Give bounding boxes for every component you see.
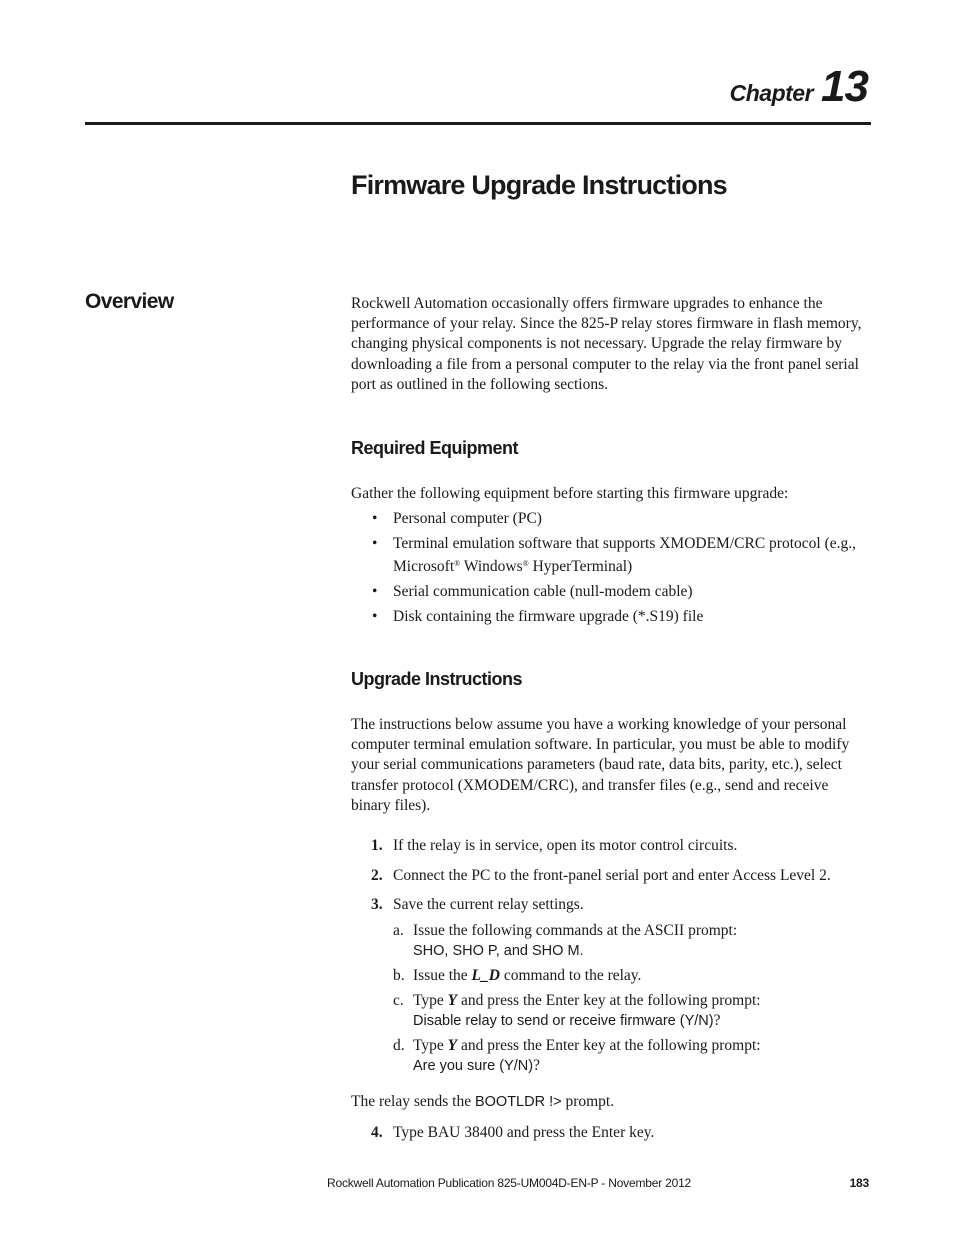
are-you-sure-prompt: Are you sure (Y/N)	[413, 1058, 534, 1075]
upgrade-instructions-section	[351, 669, 871, 1143]
chapter-header	[730, 62, 868, 112]
page-number: 183	[849, 1176, 869, 1190]
overview-paragraph: Rockwell Automation occasionally offers firmware upgrades to enhance the performance of your relay. Since the 825-P relay stores firmware in flash memory, changing physical components is not necessary. Upgrade the relay firmware by downloading a file from a personal computer to the relay via the front panel serial port as outlined in the following sections.	[351, 295, 862, 393]
substep-b: b. Issue the L_D command to the relay.	[393, 966, 642, 984]
equipment-list	[351, 509, 871, 627]
step-1: 1. If the relay is in service, open its motor control circuits.	[371, 837, 738, 855]
step-3: 3. Save the current relay settings. a. Issue the following commands at the ASCII prompt: SHO, SHO P, and SHO M. b. Issue the L_D command to the relay. c. Type Y and press the Enter key at the following prompt: Disable relay to send or receive firmware (Y/N)? d. Type Y and press the Enter key at the following prompt: Are you sure (Y/N)?	[351, 895, 871, 1076]
required-equipment-section	[351, 438, 871, 632]
upgrade-steps	[351, 836, 871, 1076]
disable-relay-prompt: Disable relay to send or receive firmware (Y/N)	[413, 1013, 714, 1030]
step-2: 2. Connect the PC to the front-panel serial port and enter Access Level 2.	[371, 866, 831, 884]
key-name: Y	[447, 991, 458, 1009]
step-3-substeps	[393, 921, 871, 1077]
list-item: • Personal computer (PC)	[351, 509, 871, 529]
list-item: • Disk containing the firmware upgrade (*.S19) file	[351, 607, 871, 627]
substep-c: c. Type Y and press the Enter key at the following prompt: Disable relay to send or receive firmware (Y/N)?	[393, 991, 761, 1030]
required-equipment-heading: Required Equipment	[351, 438, 519, 458]
ascii-prompt-commands: SHO, SHO P, and SHO M.	[413, 942, 584, 959]
substep-a: a. Issue the following commands at the ASCII prompt: SHO, SHO P, and SHO M.	[393, 921, 738, 959]
upgrade-instructions-heading: Upgrade Instructions	[351, 669, 523, 689]
step-4: 4. Type BAU 38400 and press the Enter key.	[371, 1123, 655, 1141]
page-title: Firmware Upgrade Instructions	[351, 170, 727, 200]
registered-mark: ®	[454, 559, 461, 569]
key-name: Y	[447, 1037, 458, 1055]
upgrade-instructions-intro: The instructions below assume you have a working knowledge of your personal computer terminal emulation software. In particular, you must be able to modify your serial communications parameters (baud rate, data bits, parity, etc.), select transfer protocol (XMODEM/CRC), and transfer files (e.g., send and receive binary files).	[351, 716, 850, 814]
overview-heading: Overview	[85, 290, 174, 313]
chapter-rule	[85, 122, 871, 125]
registered-mark: ®	[522, 559, 529, 569]
substep-d: d. Type Y and press the Enter key at the following prompt: Are you sure (Y/N)?	[393, 1037, 761, 1075]
bootldr-paragraph: The relay sends the BOOTLDR !> prompt.	[351, 1093, 615, 1111]
list-item: • Serial communication cable (null-modem cable)	[351, 582, 871, 602]
chapter-number: 13	[821, 62, 868, 111]
overview-section	[351, 294, 871, 395]
command-name: L_D	[471, 966, 500, 984]
list-item: • Terminal emulation software that supports XMODEM/CRC protocol (e.g., Microsoft® Windows® HyperTerminal)	[351, 534, 871, 577]
footer-publication: Rockwell Automation Publication 825-UM004D-EN-P - November 2012	[327, 1176, 692, 1190]
bootldr-prompt: BOOTLDR !>	[474, 1094, 562, 1111]
chapter-label: Chapter	[729, 80, 814, 106]
required-equipment-intro: Gather the following equipment before starting this firmware upgrade:	[351, 485, 789, 502]
upgrade-steps-continued	[351, 1123, 871, 1143]
